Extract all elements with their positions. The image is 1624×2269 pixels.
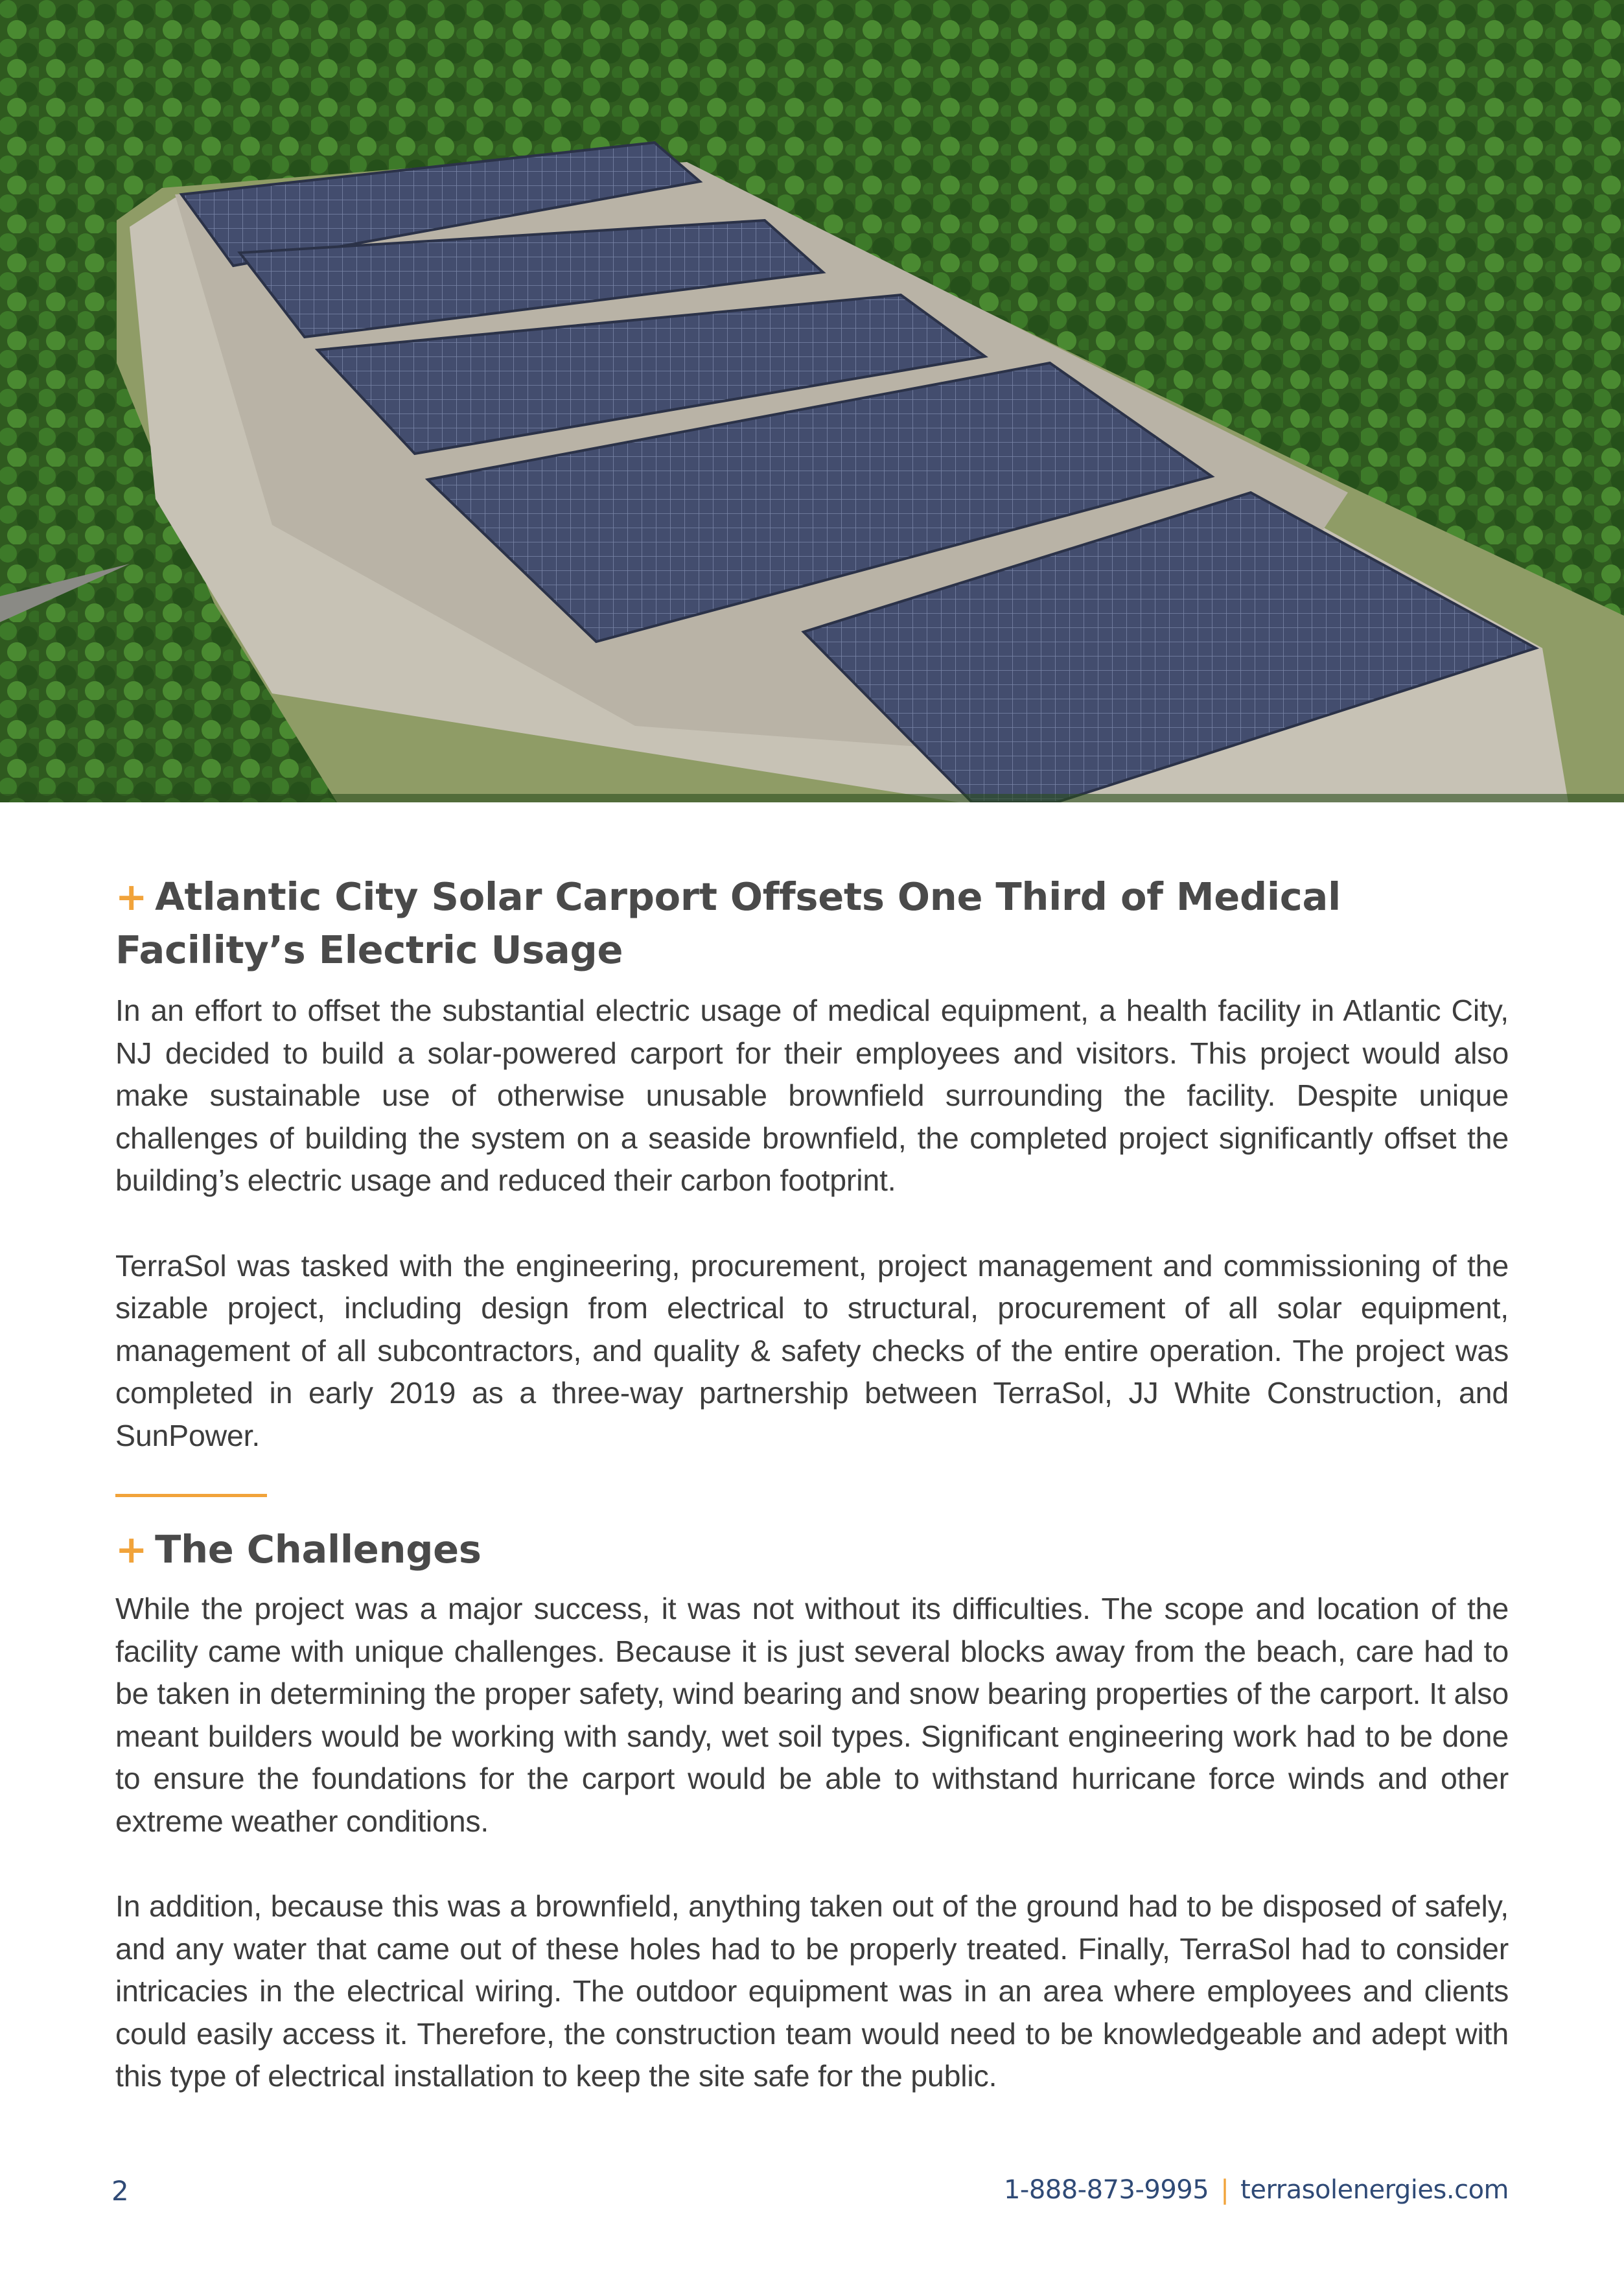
website-link[interactable]: terrasolenergies.com [1240,2175,1509,2205]
section-divider [115,1494,267,1497]
solar-carport-aerial-photo [0,0,1624,802]
plus-icon: + [115,1527,148,1572]
footer-contact [1004,2175,1509,2205]
footer-separator: | [1220,2175,1229,2205]
section-heading-solar-carport [115,870,1509,977]
paragraph-terrasol-role: TerraSol was tasked with the engineering, procurement, project management and commissioning of the sizable project, including design from electrical to structural, procurement of all solar equipment, management of all subcontractors, and quality & safety checks of the entire operation. The project was completed in early 2019 as a three-way partnership between TerraSol, JJ White Construction, and SunPower. [115,1248,1509,1452]
paragraph-challenges-scope: While the project was a major success, it was not without its difficulties. The scope and location of the facility came with unique challenges. Because it is just several blocks away from the beach, care had to be taken in determining the proper safety, wind bearing and snow bearing properties of the carport. It also meant builders would be working with sandy, wet soil types. Significant engineering work had to be done to ensure the foundations for the carport would be able to withstand hurricane force winds and other extreme weather conditions. [115,1592,1509,1838]
section-heading-challenges [115,1523,1509,1576]
section-challenges [115,1523,1509,2098]
page-number: 2 [111,2175,129,2207]
phone-number: 1-888-873-9995 [1003,2175,1209,2205]
section-solar-carport [115,870,1509,1457]
heading-text: Atlantic City Solar Carport Offsets One Third of Medical Facility’s Electric Usage [115,874,1341,972]
paragraph-challenges-brownfield: In addition, because this was a brownfield, anything taken out of the ground had to be disposed of safely, and any water that came out of these holes had to be properly treated. Finally, TerraSol had to consider intricacies in the electrical wiring. The outdoor equipment was in an area where employees and clients could easily access it. Therefore, the construction team would need to be knowledgeable and adept with this type of electrical installation to keep the site safe for the public. [115,1889,1509,2093]
plus-icon: + [115,874,148,919]
heading-text: The Challenges [155,1527,481,1572]
paragraph-intro: In an effort to offset the substantial electric usage of medical equipment, a health facility in Atlantic City, NJ decided to build a solar-powered carport for their employees and visitors. This project would also make sustainable use of otherwise unusable brownfield surrounding the facility. Despite unique challenges of building the system on a seaside brownfield, the completed project significantly offset the building’s electric usage and reduced their carbon footprint. [115,994,1509,1197]
